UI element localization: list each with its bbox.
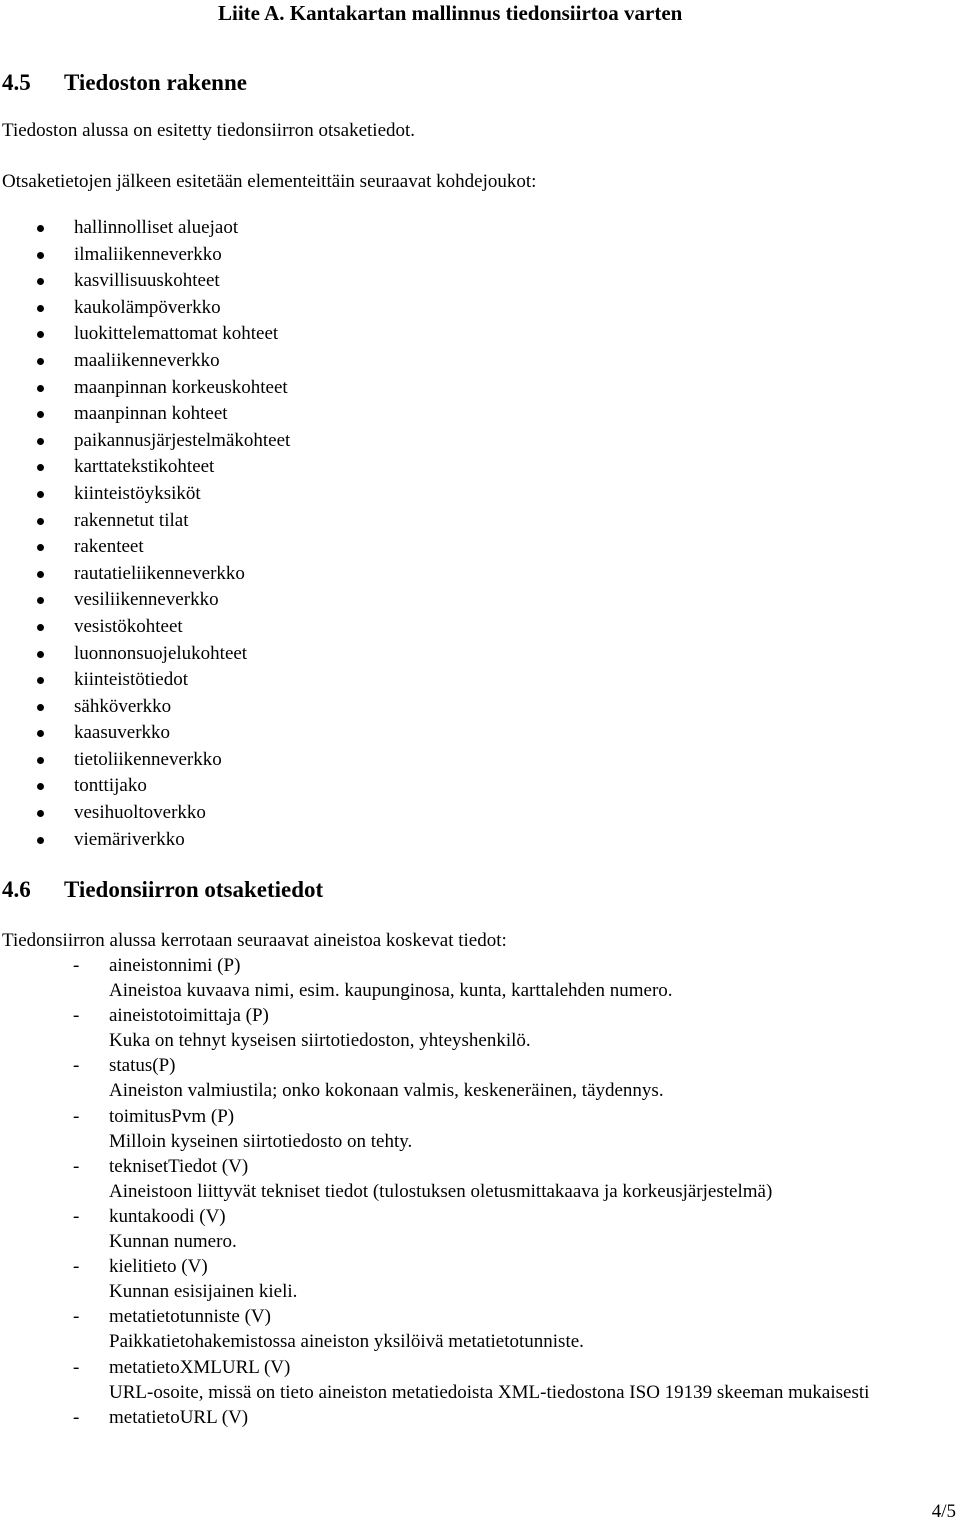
header-field-row <box>0 1355 909 1380</box>
list-item <box>0 667 290 694</box>
list-item-label: kaasuverkko <box>74 722 171 744</box>
bullet-icon <box>37 305 44 312</box>
list-item-label: hallinnolliset aluejaot <box>74 217 239 238</box>
header-field <box>0 1405 909 1430</box>
list-item-label: tietoliikenneverkko <box>74 748 222 770</box>
section-heading-4-6 <box>2 876 323 904</box>
list-item <box>0 321 290 348</box>
list-item-label: vesistökohteet <box>74 615 183 637</box>
header-field <box>0 1355 909 1405</box>
header-field-row <box>0 1003 909 1028</box>
header-field <box>0 1104 909 1154</box>
list-item-label: vesihuoltoverkko <box>74 802 206 824</box>
header-field-description: Milloin kyseinen siirtotiedosto on tehty. <box>109 1130 413 1152</box>
list-item <box>0 348 290 375</box>
bullet-icon <box>37 677 44 684</box>
bullet-icon <box>37 225 44 232</box>
bullet-icon <box>37 597 44 604</box>
list-item <box>0 215 290 242</box>
list-item <box>0 587 290 614</box>
list-item <box>0 827 290 854</box>
dash-marker: - <box>73 1005 80 1027</box>
bullet-icon <box>37 704 44 711</box>
header-field-row <box>0 1104 909 1129</box>
list-item-label: kaukolämpöverkko <box>74 296 221 318</box>
list-item <box>0 800 290 827</box>
section-number: 4.6 <box>2 877 31 902</box>
list-item <box>0 614 290 641</box>
bullet-icon <box>37 411 44 418</box>
bullet-icon <box>37 385 44 392</box>
header-field <box>0 953 909 1003</box>
header-field-row <box>0 953 909 978</box>
bullet-icon <box>37 252 44 259</box>
section-title: Tiedoston rakenne <box>64 70 247 95</box>
section-title: Tiedonsiirron otsaketiedot <box>64 877 324 902</box>
header-field-name: kuntakoodi (V) <box>109 1205 226 1227</box>
feature-set-list <box>0 215 290 853</box>
header-field-description: Kuka on tehnyt kyseisen siirtotiedoston, yhteyshenkilö. <box>109 1030 531 1052</box>
list-item <box>0 747 290 774</box>
header-field-row <box>0 1204 909 1229</box>
list-item-label: maanpinnan korkeuskohteet <box>74 376 288 398</box>
header-field-name: aineistotoimittaja (P) <box>109 1005 269 1027</box>
list-item-label: vesiliikenneverkko <box>74 589 219 611</box>
list-item-label: luokittelemattomat kohteet <box>74 323 279 345</box>
list-item-label: sähköverkko <box>74 695 172 717</box>
list-item <box>0 268 290 295</box>
list-item <box>0 773 290 800</box>
list-item-label: ilmaliikenneverkko <box>74 243 222 265</box>
paragraph-header-fields-intro: Tiedonsiirron alussa kerrotaan seuraavat aineistoa koskevat tiedot: <box>2 930 507 951</box>
list-item <box>0 428 290 455</box>
list-item-label: viemäriverkko <box>74 828 185 850</box>
bullet-icon <box>37 358 44 365</box>
bullet-icon <box>37 438 44 445</box>
dash-marker: - <box>73 1105 80 1127</box>
list-item-label: kiinteistöyksiköt <box>74 482 201 504</box>
bullet-icon <box>37 571 44 578</box>
dash-marker: - <box>73 1356 80 1378</box>
list-item <box>0 534 290 561</box>
bullet-icon <box>37 491 44 498</box>
list-item-label: kiinteistötiedot <box>74 669 188 691</box>
header-field-description: Aineistoa kuvaava nimi, esim. kaupunginosa, kunta, karttalehden numero. <box>109 980 673 1002</box>
header-field-row <box>0 1405 909 1430</box>
bullet-icon <box>37 757 44 764</box>
list-item <box>0 401 290 428</box>
dash-marker: - <box>73 1306 80 1328</box>
header-field <box>0 1204 909 1254</box>
header-field <box>0 1154 909 1204</box>
list-item-label: rakennetut tilat <box>74 509 189 531</box>
bullet-icon <box>37 651 44 658</box>
header-field-name: teknisetTiedot (V) <box>109 1155 249 1177</box>
list-item-label: rautatieliikenneverkko <box>74 562 245 584</box>
list-item <box>0 508 290 535</box>
list-item <box>0 481 290 508</box>
header-field-name: toimitusPvm (P) <box>109 1105 235 1127</box>
header-field-name: aineistonnimi (P) <box>109 955 241 976</box>
running-header: Liite A. Kantakartan mallinnus tiedonsiirtoa varten <box>218 1 683 25</box>
header-field-description: Kunnan numero. <box>109 1231 237 1253</box>
bullet-icon <box>37 464 44 471</box>
dash-marker: - <box>73 1256 80 1278</box>
list-item <box>0 375 290 402</box>
list-item <box>0 694 290 721</box>
header-field <box>0 1304 909 1354</box>
header-field-name: metatietoURL (V) <box>109 1406 249 1428</box>
list-item <box>0 454 290 481</box>
header-field-name: metatietotunniste (V) <box>109 1306 271 1328</box>
header-field-list <box>0 953 909 1430</box>
header-field-name: metatietoXMLURL (V) <box>109 1356 291 1378</box>
list-item <box>0 641 290 668</box>
list-item-label: tonttijako <box>74 775 147 797</box>
list-item-label: paikannusjärjestelmäkohteet <box>74 429 291 451</box>
bullet-icon <box>37 837 44 844</box>
header-field <box>0 1053 909 1103</box>
bullet-icon <box>37 518 44 525</box>
bullet-icon <box>37 278 44 285</box>
section-heading-4-5 <box>2 69 247 97</box>
header-field-description: Paikkatietohakemistossa aineiston yksilöivä metatietotunniste. <box>109 1331 584 1353</box>
list-item <box>0 720 290 747</box>
header-field-row <box>0 1053 909 1078</box>
bullet-icon <box>37 624 44 631</box>
dash-marker: - <box>73 1406 80 1428</box>
header-field <box>0 1003 909 1053</box>
bullet-icon <box>37 810 44 817</box>
bullet-icon <box>37 730 44 737</box>
page-number: 4/5 <box>931 1501 956 1522</box>
list-item-label: maanpinnan kohteet <box>74 403 228 425</box>
list-item-label: maaliikenneverkko <box>74 349 220 371</box>
list-item-label: karttatekstikohteet <box>74 456 215 478</box>
header-field-name: kielitieto (V) <box>109 1256 208 1278</box>
header-field-description: Aineiston valmiustila; onko kokonaan valmis, keskeneräinen, täydennys. <box>109 1080 664 1102</box>
list-item <box>0 242 290 269</box>
header-field-row <box>0 1304 909 1329</box>
list-item-label: rakenteet <box>74 536 144 558</box>
list-item-label: luonnonsuojelukohteet <box>74 642 248 664</box>
bullet-icon <box>37 544 44 551</box>
header-field-description: Kunnan esisijainen kieli. <box>109 1281 298 1303</box>
dash-marker: - <box>73 1155 80 1177</box>
header-field <box>0 1254 909 1304</box>
header-field-description: URL-osoite, missä on tieto aineiston metatiedoista XML-tiedostona ISO 19139 skeeman mukaisesti <box>109 1381 870 1403</box>
header-field-name: status(P) <box>109 1055 176 1077</box>
bullet-icon <box>37 331 44 338</box>
paragraph-file-header-intro: Tiedoston alussa on esitetty tiedonsiirron otsaketiedot. <box>2 120 416 141</box>
section-number: 4.5 <box>2 70 31 95</box>
header-field-row <box>0 1154 909 1179</box>
list-item <box>0 561 290 588</box>
list-item-label: kasvillisuuskohteet <box>74 270 220 292</box>
list-item <box>0 295 290 322</box>
header-field-description: Aineistoon liittyvät tekniset tiedot (tulostuksen oletusmittakaava ja korkeusjärjestelmä) <box>109 1180 773 1202</box>
header-field-row <box>0 1254 909 1279</box>
paragraph-feature-sets-intro: Otsaketietojen jälkeen esitetään elementeittäin seuraavat kohdejoukot: <box>2 171 537 192</box>
bullet-icon <box>37 783 44 790</box>
dash-marker: - <box>73 1055 80 1077</box>
dash-marker: - <box>73 1205 80 1227</box>
dash-marker: - <box>73 955 80 976</box>
